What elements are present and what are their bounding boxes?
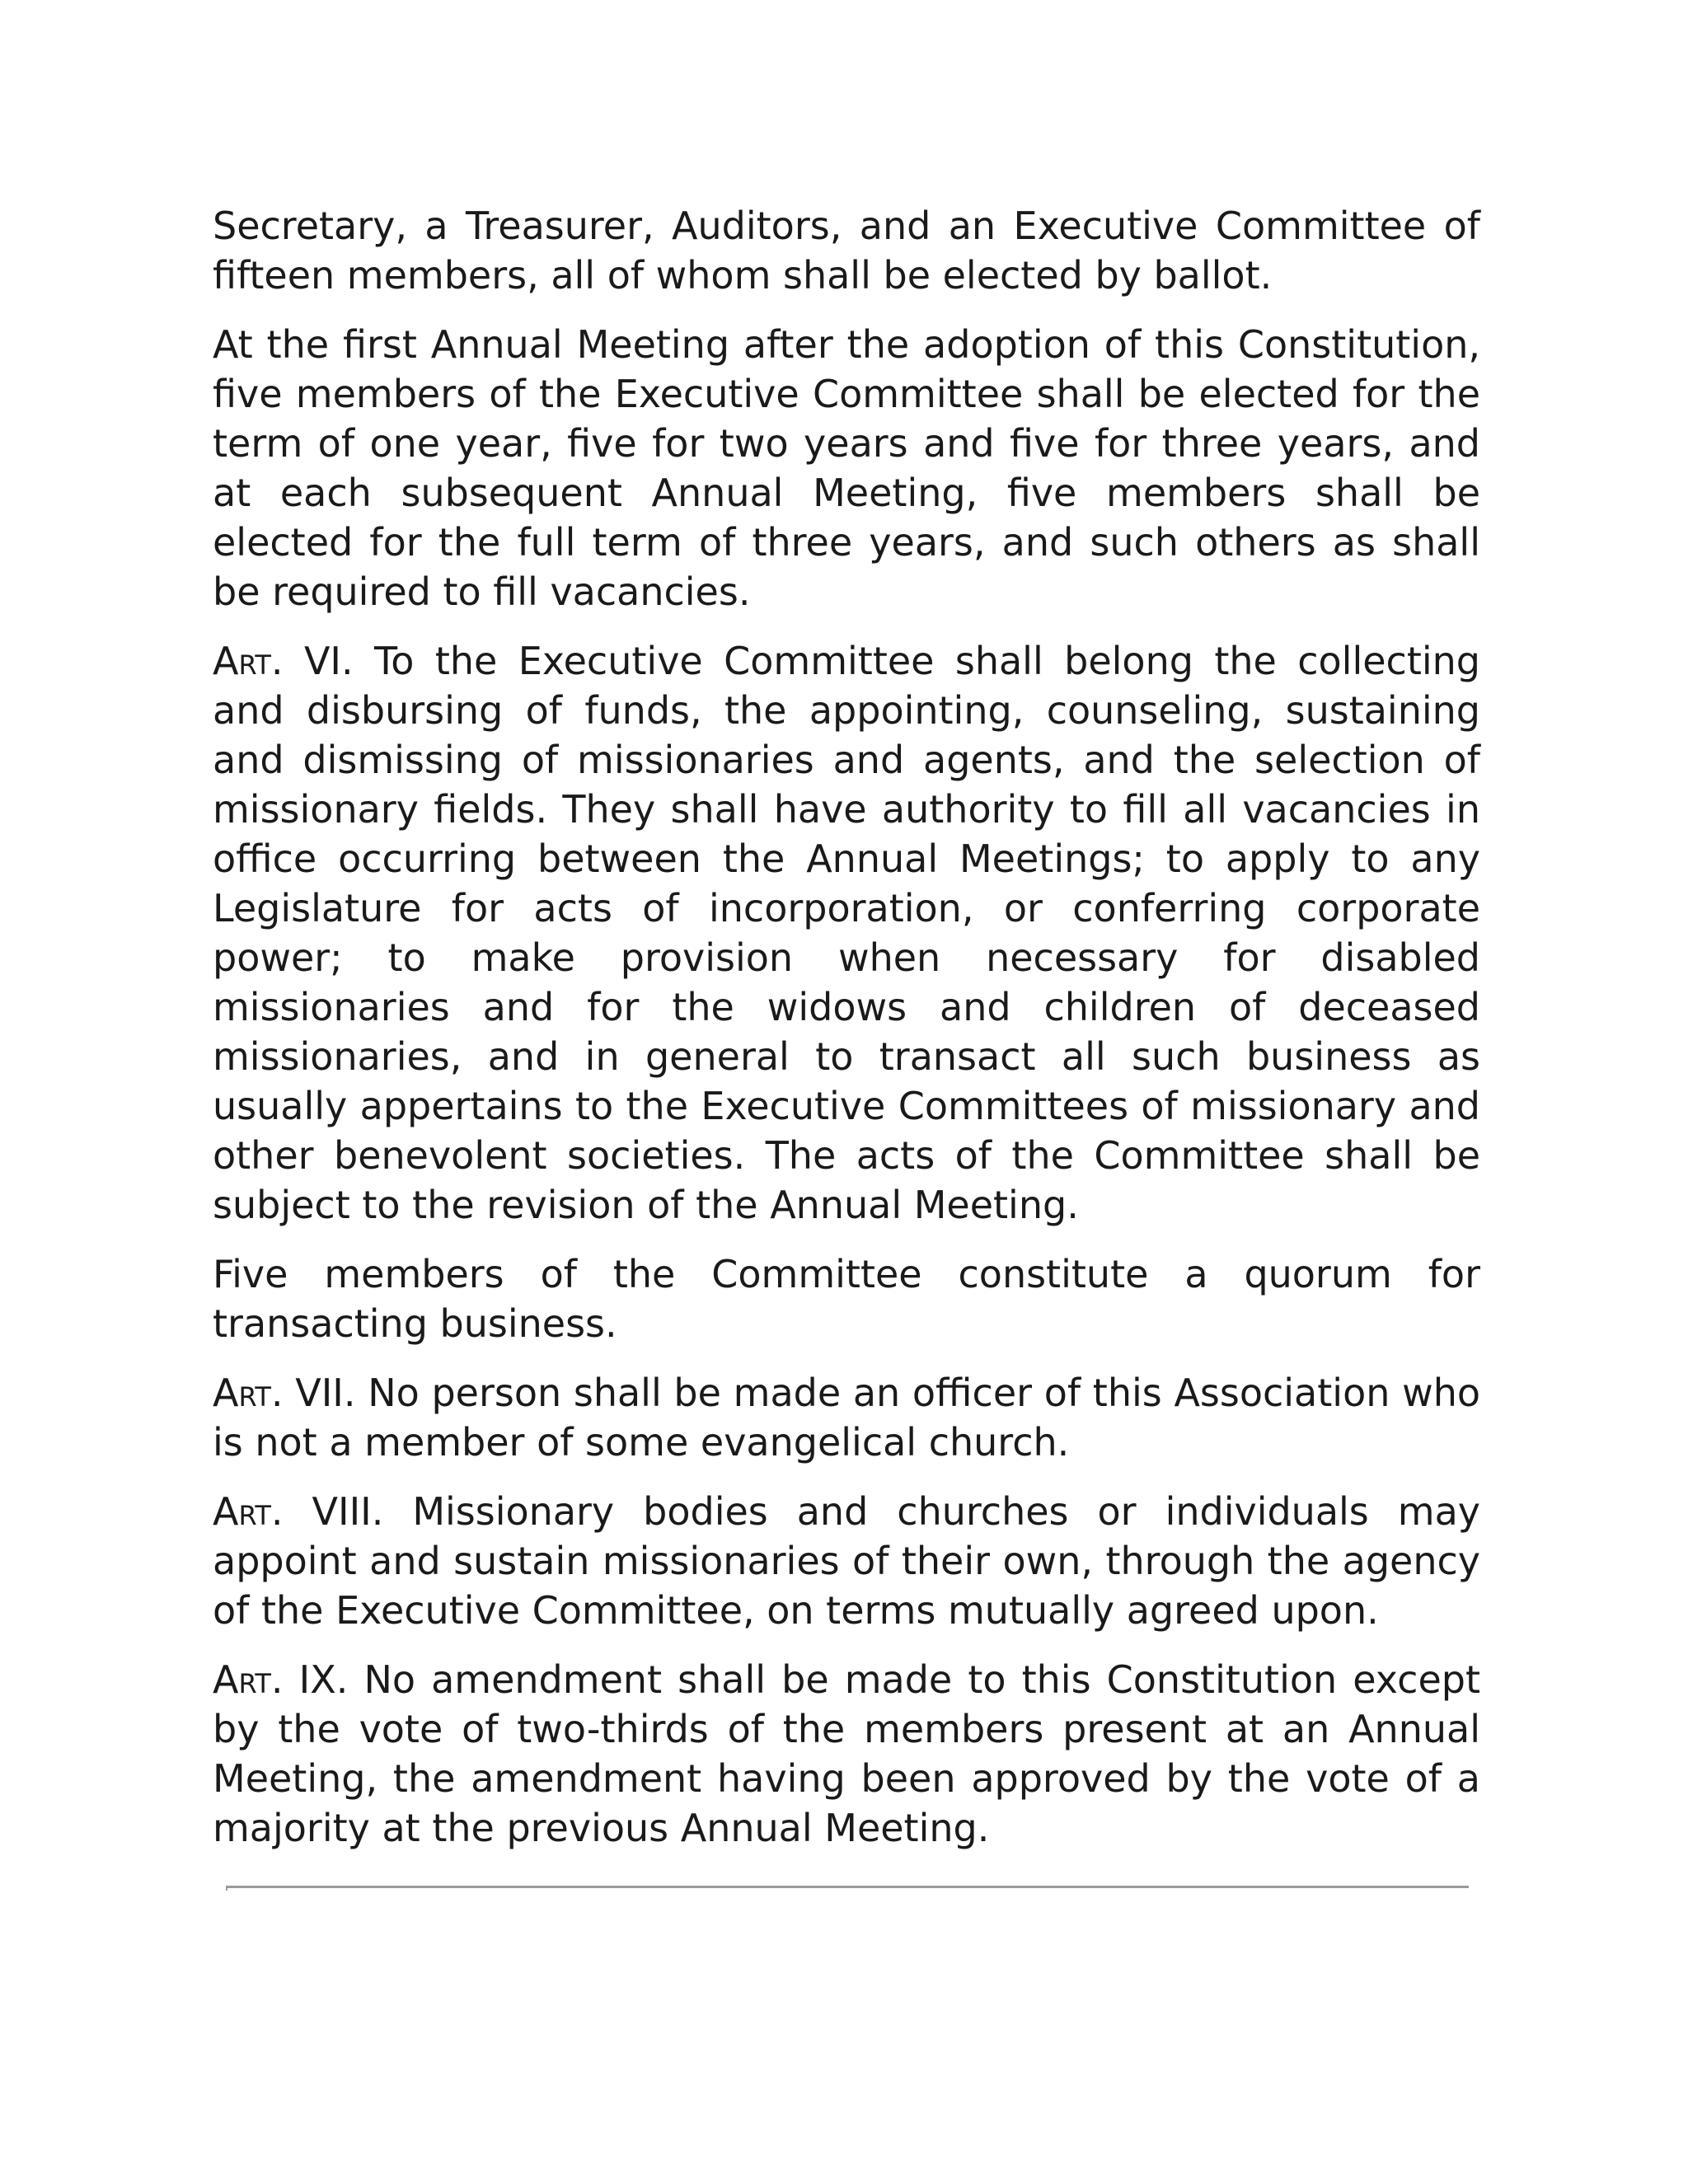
article-label: Art [213,1489,271,1534]
paragraph-text: . IX. No amendment shall be made to this Constitution except by the vote of two-thirds of the members present at an Annual Meeting, the amendment having been approved by the vote of a majority at the previous Annual Meeting. [213,1657,1480,1850]
paragraph-text: . VII. No person shall be made an officer of this Association who is not a member of some evangelical church. [213,1371,1480,1465]
article-vii [213,1368,1480,1467]
paragraph-officers [213,201,1480,300]
horizontal-rule [226,1886,1469,1891]
paragraph-text: . VIII. Missionary bodies and churches or individuals may appoint and sustain missionaries of their own, through the agency of the Executive Committee, on terms mutually agreed upon. [213,1489,1480,1633]
paragraph-first-annual-meeting [213,320,1480,616]
paragraph-text: Secretary, a Treasurer, Auditors, and an Executive Committee of fifteen members, all of whom shall be elected by ballot. [213,204,1480,298]
paragraph-quorum [213,1249,1480,1348]
article-label: Art [213,1371,271,1415]
paragraph-text: . VI. To the Executive Committee shall belong the collecting and disbursing of funds, the appointing, counseling, sustaining and dismissing of missionaries and agents, and the selection of missionary fields. They shall have authority to fill all vacancies in office occurring between the Annual Meetings; to apply to any Legislature for acts of incorporation, or conferring corporate power; to make provision when necessary for disabled missionaries and for the widows and children of deceased missionaries, and in general to transact all such business as usually appertains to the Executive Committees of missionary and other benevolent societies. The acts of the Committee shall be subject to the revision of the Annual Meeting. [213,639,1480,1227]
article-vi [213,636,1480,1230]
article-label: Art [213,1657,271,1702]
article-label: Art [213,639,271,683]
paragraph-text: Five members of the Committee constitute a quorum for transacting business. [213,1252,1480,1346]
document-body [213,201,1480,1872]
article-ix [213,1655,1480,1853]
paragraph-text: At the first Annual Meeting after the adoption of this Constitution, five members of the Executive Committee shall be elected for the term of one year, five for two years and five for three years, and at each subsequent Annual Meeting, five members shall be elected for the full term of three years, and such others as shall be required to fill vacancies. [213,322,1480,614]
article-viii [213,1487,1480,1635]
